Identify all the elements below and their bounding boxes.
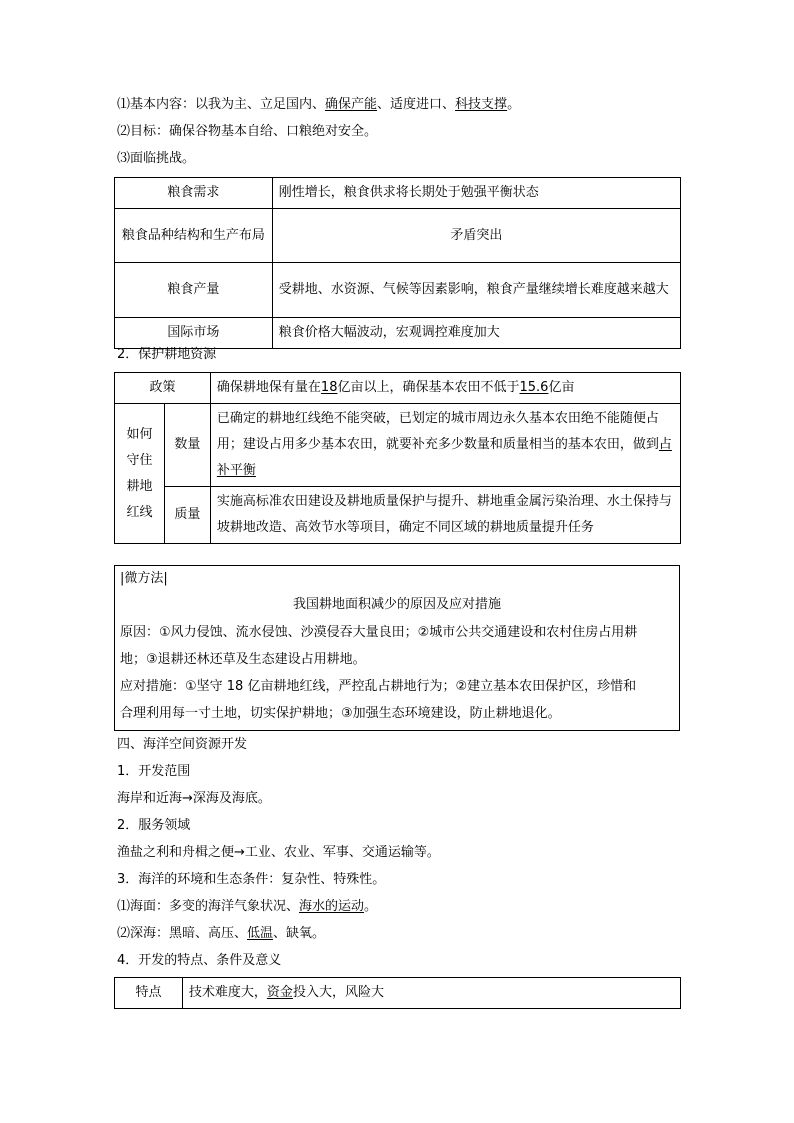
env-heading: 3．海洋的环境和生态条件：复杂性、特殊性。 bbox=[117, 872, 386, 887]
table-cell: 国际市场 bbox=[115, 318, 273, 349]
challenges-table bbox=[114, 177, 681, 349]
reason-line: 地；③退耕还林还草及生态建设占用耕地。 bbox=[120, 652, 366, 667]
table-cell: 粮食价格大幅波动，宏观调控难度加大 bbox=[272, 318, 680, 349]
sea-surface-text: ⑴海面：多变的海洋气象状况、海水的运动。 bbox=[117, 899, 378, 914]
deep-sea-text: ⑵深海：黑暗、高压、低温、缺氧。 bbox=[117, 926, 326, 941]
reason-line: 原因：①风力侵蚀、流水侵蚀、沙漠侵吞大量良田；②城市公共交通建设和农村住房占用耕 bbox=[120, 625, 638, 640]
method-title: 我国耕地面积减少的原因及应对措施 bbox=[292, 597, 501, 612]
table-row bbox=[115, 209, 681, 263]
quantity-text: 已确定的耕地红线绝不能突破，已划定的城市周边永久基本农田绝不能随便占用；建设占用多少基本农田，就要补充多少数量和质量相当的基本农田，做到占补平衡 bbox=[210, 404, 680, 487]
table-row bbox=[115, 263, 681, 318]
method-tag: |微方法| bbox=[120, 571, 168, 586]
quality-label: 质量 bbox=[164, 487, 210, 544]
service-heading: 2．服务领域 bbox=[117, 818, 191, 833]
challenges-heading: ⑶面临挑战。 bbox=[117, 151, 196, 166]
table-row bbox=[115, 404, 681, 487]
table-row bbox=[115, 318, 681, 349]
quantity-label: 数量 bbox=[164, 404, 210, 487]
table-row bbox=[115, 178, 681, 209]
quality-text: 实施高标准农田建设及耕地质量保护与提升、耕地重金属污染治理、水土保持与坡耕地改造、高效节水等项目，确定不同区域的耕地质量提升任务 bbox=[210, 487, 680, 544]
policy-text: 确保耕地保有量在18亿亩以上，确保基本农田不低于15.6亿亩 bbox=[210, 373, 680, 404]
policy-label: 政策 bbox=[115, 373, 211, 404]
table-cell: 粮食需求 bbox=[115, 178, 273, 209]
dev-scope-text: 海岸和近海→深海及海底。 bbox=[117, 791, 271, 806]
features-table bbox=[114, 977, 681, 1009]
protect-farmland-heading: 2．保护耕地资源 bbox=[117, 347, 217, 362]
measure-line: 应对措施：①坚守 18 亿亩耕地红线，严控乱占耕地行为；②建立基本农田保护区，珍惜和 bbox=[120, 679, 637, 694]
features-heading: 4．开发的特点、条件及意义 bbox=[117, 953, 282, 968]
table-cell: 刚性增长，粮食供求将长期处于勉强平衡状态 bbox=[272, 178, 680, 209]
redline-label: 如何守住耕地红线 bbox=[115, 404, 165, 544]
ocean-heading: 四、海洋空间资源开发 bbox=[117, 737, 248, 752]
goal: ⑵目标：确保谷物基本自给、口粮绝对安全。 bbox=[117, 124, 378, 139]
service-text: 渔盐之利和舟楫之便→工业、农业、军事、交通运输等。 bbox=[117, 845, 440, 860]
table-cell: 矛盾突出 bbox=[272, 209, 680, 263]
table-row bbox=[115, 373, 681, 404]
table-cell: 受耕地、水资源、气候等因素影响，粮食产量继续增长难度越来越大 bbox=[272, 263, 680, 318]
table-row bbox=[115, 978, 681, 1009]
measure-line: 合理利用每一寸土地，切实保护耕地；③加强生态环境建设，防止耕地退化。 bbox=[120, 706, 561, 721]
dev-scope-heading: 1．开发范围 bbox=[117, 764, 191, 779]
table-cell: 粮食品种结构和生产布局 bbox=[115, 209, 273, 263]
table-cell: 粮食产量 bbox=[115, 263, 273, 318]
table-row bbox=[115, 487, 681, 544]
farmland-table bbox=[114, 372, 681, 544]
feature-text: 技术难度大，资金投入大，风险大 bbox=[182, 978, 680, 1009]
basic-content: ⑴基本内容：以我为主、立足国内、确保产能、适度进口、科技支撑。 bbox=[117, 97, 521, 112]
method-box bbox=[114, 565, 680, 731]
feature-label: 特点 bbox=[115, 978, 183, 1009]
